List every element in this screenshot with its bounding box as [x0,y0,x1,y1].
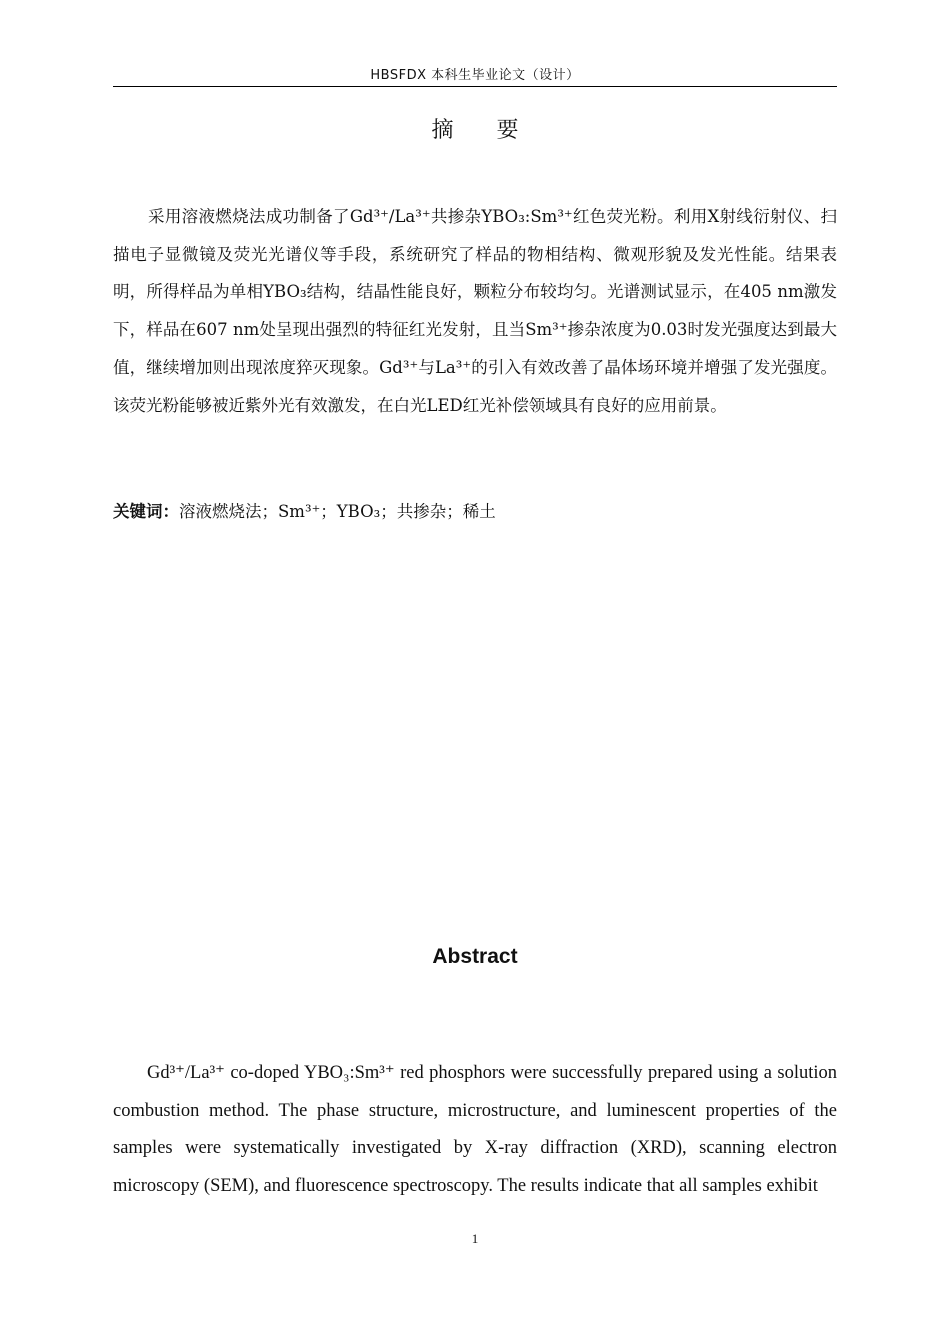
keywords-label: 关键词： [113,502,179,521]
header-rule [113,86,837,87]
running-header: HBSFDX 本科生毕业论文（设计） [370,68,580,83]
page-number: 1 [471,1231,479,1246]
chinese-abstract-body: 采用溶液燃烧法成功制备了Gd³⁺/La³⁺共掺杂YBO₃:Sm³⁺红色荧光粉。利用X射线衍射仪、扫描电子显微镜及荧光光谱仪等手段，系统研究了样品的物相结构、微观形貌及发光性能。结果表明，所得样品为单相YBO₃结构，结晶性能良好，颗粒分布较均匀。光谱测试显示，在405 nm激发下，样品在607 nm处呈现出强烈的特征红光发射，且当Sm³⁺掺杂浓度为0.03时发光强度达到最大值，继续增加则出现浓度猝灭现象。Gd³⁺与La³⁺的引入有效改善了晶体场环境并增强了发光强度。该荧光粉能够被近紫外光有效激发，在白光LED红光补偿领域具有良好的应用前景。 [113,207,837,415]
keywords-list: 溶液燃烧法；Sm³⁺；YBO₃；共掺杂；稀土 [179,502,496,521]
chinese-abstract-title: 摘 要 [431,118,537,143]
english-abstract-title: Abstract [432,945,518,968]
keywords-line [113,496,837,528]
english-abstract-body: Gd³⁺/La³⁺ co-doped YBO₃:Sm³⁺ red phosphors were successfully prepared using a solution combustion method. The phase structure, microstructure, and luminescent properties of the samples were systematically investigated by X-ray diffraction (XRD), scanning electron microscopy (SEM), and fluorescence spectroscopy. The results indicate that all samples exhibit [113,1063,837,1197]
